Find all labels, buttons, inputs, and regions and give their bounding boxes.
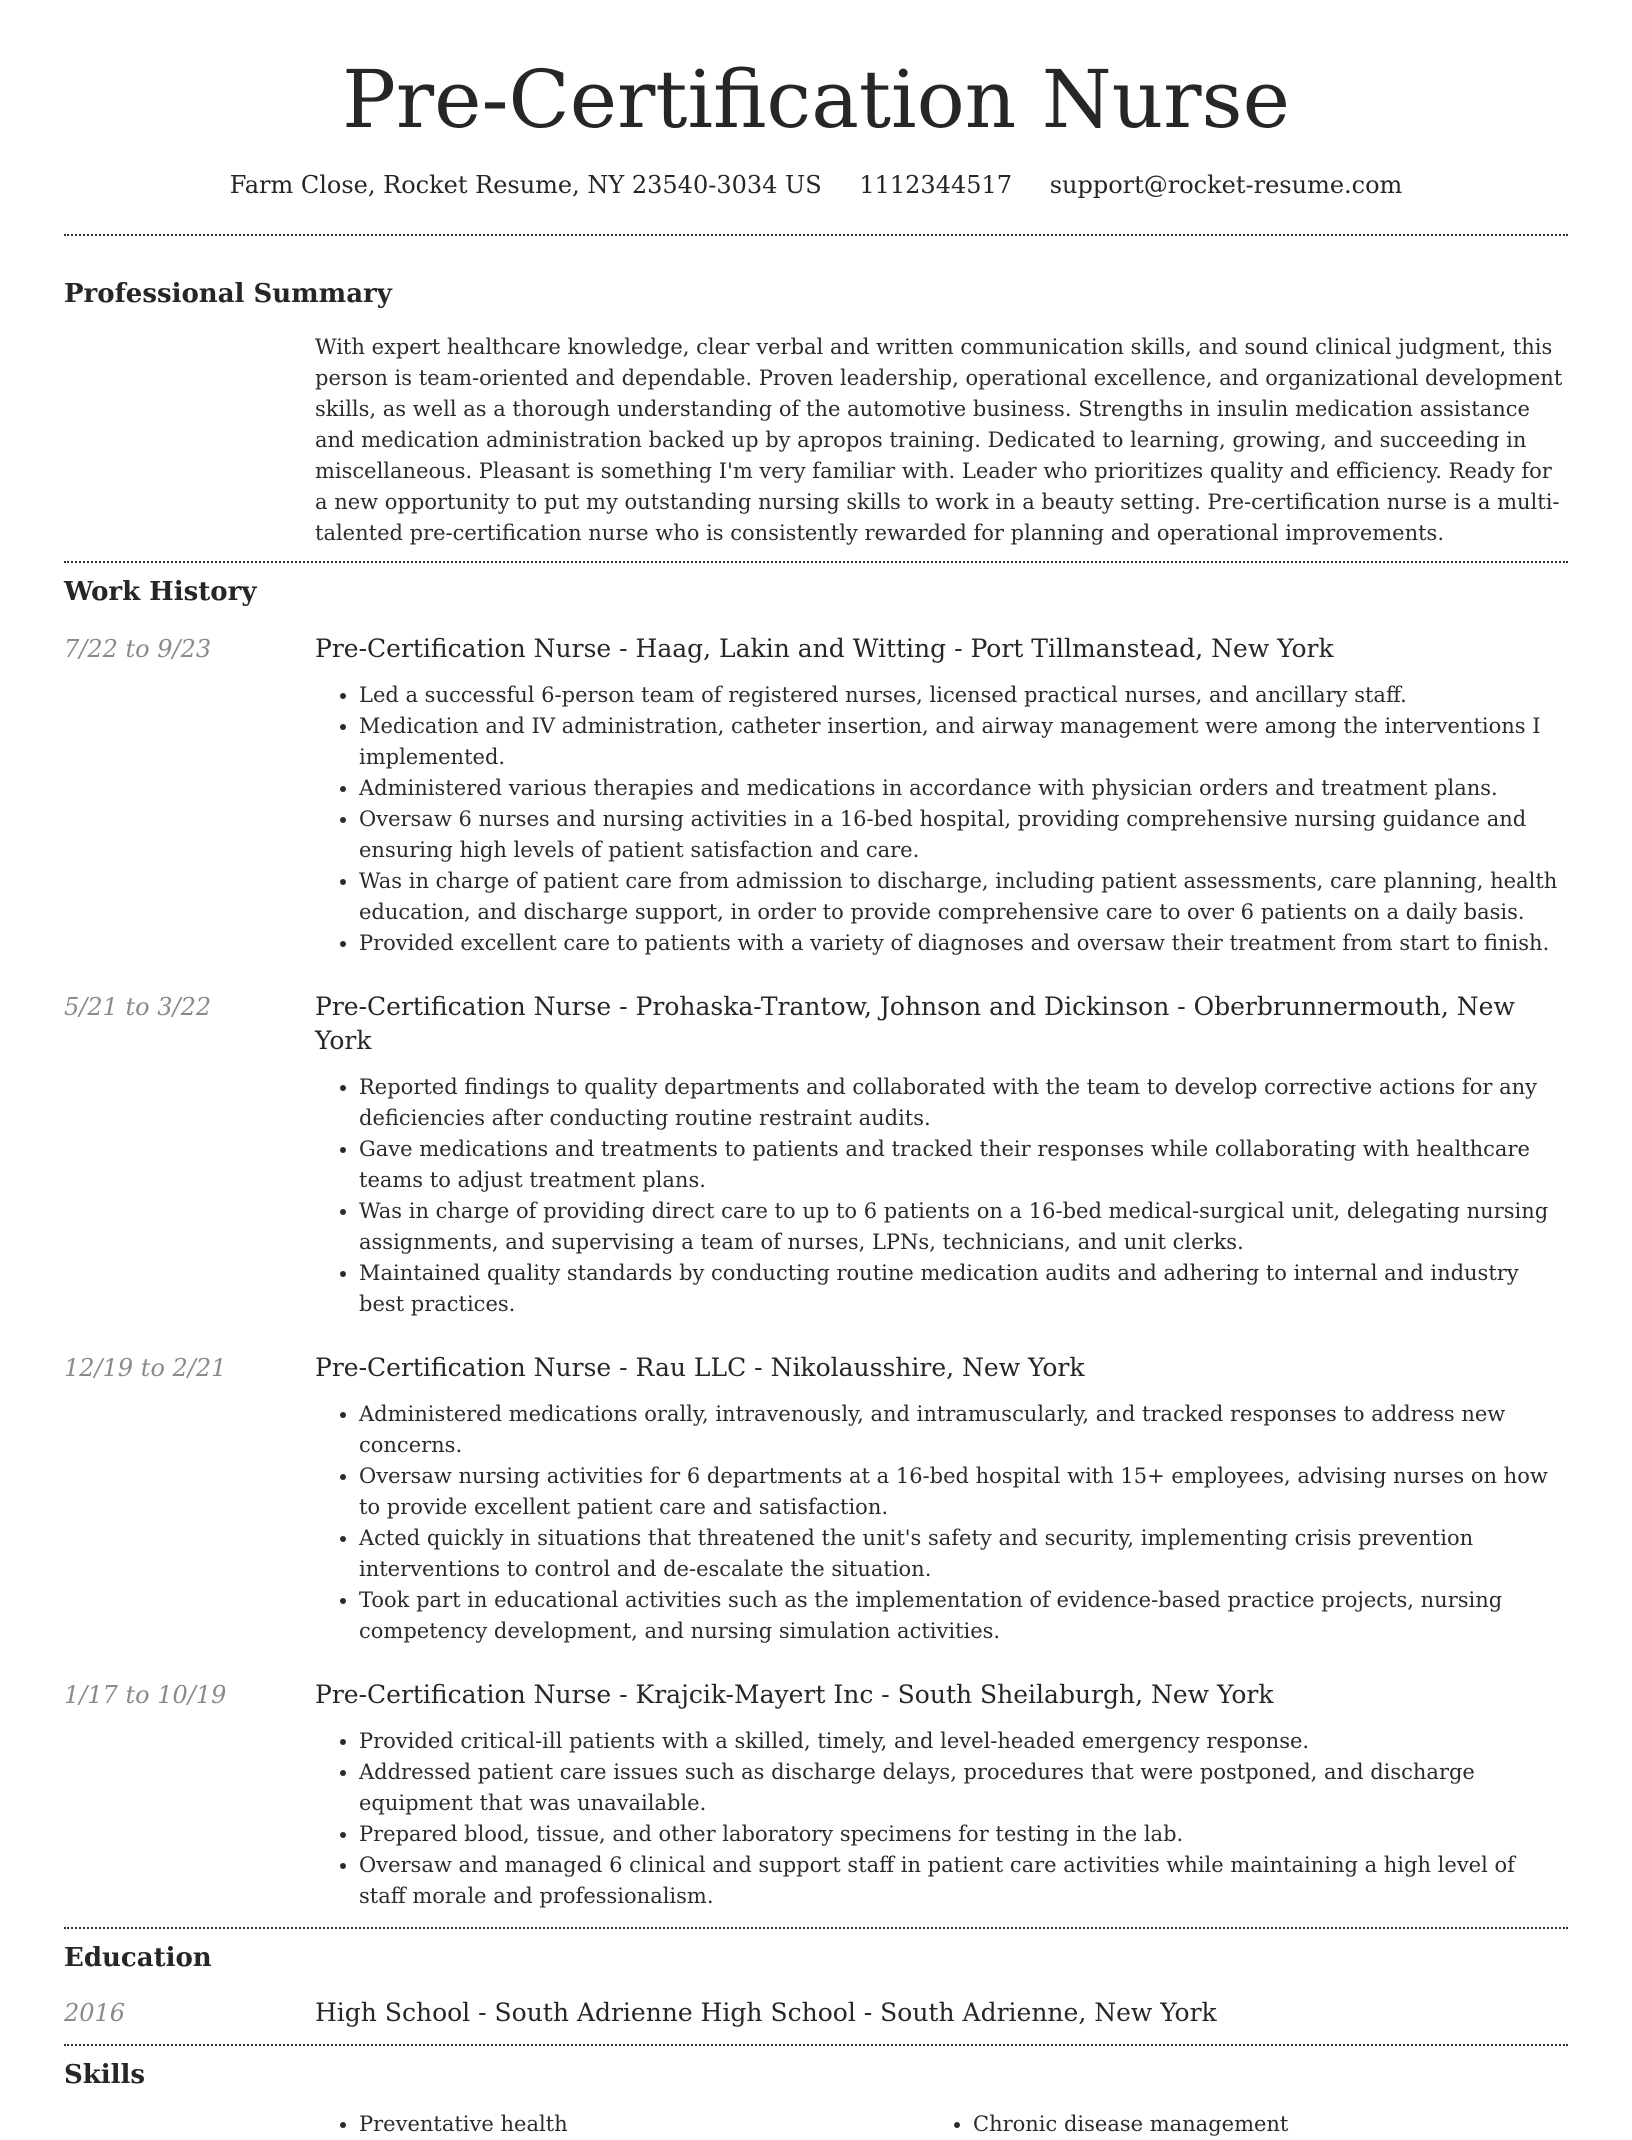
job-bullet: • Maintained quality standards by conducting routine medication audits and adhering to internal and industry best practices.: [359, 1258, 1568, 1320]
skill-item: • Preventative health: [359, 2109, 929, 2140]
section-title-skills: Skills: [64, 2060, 146, 2090]
job-entry: [64, 1678, 1568, 1912]
job-bullet: • Was in charge of providing direct care to up to 6 patients on a 16-bed medical-surgical unit, delegating nursing assignments, and supervising a team of nurses, LPNs, technicians, and unit clerks.: [359, 1196, 1568, 1258]
job-bullet: • Led a successful 6-person team of registered nurses, licensed practical nurses, and ancillary staff.: [359, 680, 1568, 711]
job-dates: 7/22 to 9/23: [64, 635, 212, 663]
job-title: Pre-Certification Nurse - Prohaska-Trantow, Johnson and Dickinson - Oberbrunnermouth, New York: [315, 992, 1515, 1055]
section-title-work-history: Work History: [64, 577, 257, 607]
job-entry: [64, 990, 1568, 1320]
section-title-summary: Professional Summary: [64, 279, 392, 309]
job-bullet: • Administered medications orally, intravenously, and intramuscularly, and tracked responses to address new concerns.: [359, 1399, 1568, 1461]
job-entry: [64, 632, 1568, 959]
job-body: [315, 1351, 1568, 1647]
job-bullet: • Acted quickly in situations that threatened the unit's safety and security, implementing crisis prevention interventions to control and de-escalate the situation.: [359, 1523, 1568, 1585]
summary-text: With expert healthcare knowledge, clear verbal and written communication skills, and sound clinical judgment, this person is team-oriented and dependable. Proven leadership, operational excellence, and organizational development skills, as well as a thorough understanding of the automotive business. Strengths in insulin medication assistance and medication administration backed up by apropos training. Dedicated to learning, growing, and succeeding in miscellaneous. Pleasant is something I'm very familiar with. Leader who prioritizes quality and efficiency. Ready for a new opportunity to put my outstanding nursing skills to work in a beauty setting. Pre-certification nurse is a multi-talented pre-certification nurse who is consistently rewarded for planning and operational improvements.: [315, 335, 1563, 545]
job-bullet: • Prepared blood, tissue, and other laboratory specimens for testing in the lab.: [359, 1819, 1568, 1850]
section-title-education: Education: [64, 1943, 212, 1973]
contact-email: support@rocket-resume.com: [1049, 171, 1403, 199]
job-title: Pre-Certification Nurse - Krajcik-Mayert Inc - South Sheilaburgh, New York: [315, 1680, 1274, 1709]
candidate-name: Pre-Certification Nurse: [342, 53, 1290, 146]
contact-line: [64, 168, 1568, 202]
job-bullets: [315, 1072, 1568, 1320]
education-title: High School - South Adrienne High School - South Adrienne, New York: [315, 1998, 1217, 2027]
education-year: 2016: [64, 1999, 126, 2027]
divider: [64, 2044, 1568, 2046]
job-body: [315, 1678, 1568, 1912]
job-bullet: • Administered various therapies and medications in accordance with physician orders and treatment plans.: [359, 773, 1568, 804]
job-bullet: • Oversaw and managed 6 clinical and support staff in patient care activities while maintaining a high level of staff morale and professionalism.: [359, 1850, 1568, 1912]
job-entry: [64, 1351, 1568, 1647]
skill-item: • Chronic disease management: [973, 2109, 1543, 2140]
job-body: [315, 990, 1568, 1320]
job-dates: 1/17 to 10/19: [64, 1681, 227, 1709]
job-bullet: • Oversaw 6 nurses and nursing activities in a 16-bed hospital, providing comprehensive nursing guidance and ensuring high levels of patient satisfaction and care.: [359, 804, 1568, 866]
job-bullet: • Addressed patient care issues such as discharge delays, procedures that were postponed, and discharge equipment that was unavailable.: [359, 1757, 1568, 1819]
divider: [64, 234, 1568, 236]
job-bullet: • Gave medications and treatments to patients and tracked their responses while collaborating with healthcare teams to adjust treatment plans.: [359, 1134, 1568, 1196]
job-bullets: [315, 1399, 1568, 1647]
skills-column-left: [315, 2109, 929, 2140]
job-bullet: • Oversaw nursing activities for 6 departments at a 16-bed hospital with 15+ employees, advising nurses on how to provide excellent patient care and satisfaction.: [359, 1461, 1568, 1523]
job-bullets: [315, 680, 1568, 959]
contact-address: Farm Close, Rocket Resume, NY 23540-3034 US: [229, 171, 822, 199]
job-body: [315, 632, 1568, 959]
education-entry: [64, 1996, 1568, 2030]
job-bullet: • Medication and IV administration, catheter insertion, and airway management were among the interventions I implemented.: [359, 711, 1568, 773]
job-title: Pre-Certification Nurse - Rau LLC - Nikolausshire, New York: [315, 1353, 1085, 1382]
job-dates: 5/21 to 3/22: [64, 993, 212, 1021]
education-body: [315, 1996, 1568, 2030]
job-bullet: • Provided excellent care to patients with a variety of diagnoses and oversaw their treatment from start to finish.: [359, 928, 1568, 959]
contact-phone: 1112344517: [859, 171, 1013, 199]
skills-list: [315, 2109, 1568, 2140]
job-bullet: • Provided critical-ill patients with a skilled, timely, and level-headed emergency response.: [359, 1726, 1568, 1757]
resume-page: [64, 0, 1568, 2140]
job-dates: 12/19 to 2/21: [64, 1354, 227, 1382]
skills-column-right: [929, 2109, 1543, 2140]
job-bullet: • Was in charge of patient care from admission to discharge, including patient assessments, care planning, health education, and discharge support, in order to provide comprehensive care to over 6 patients on a daily basis.: [359, 866, 1568, 928]
job-bullet: • Reported findings to quality departments and collaborated with the team to develop corrective actions for any deficiencies after conducting routine restraint audits.: [359, 1072, 1568, 1134]
divider: [64, 561, 1568, 563]
job-title: Pre-Certification Nurse - Haag, Lakin and Witting - Port Tillmanstead, New York: [315, 634, 1334, 663]
job-bullets: [315, 1726, 1568, 1912]
divider: [64, 1927, 1568, 1929]
job-bullet: • Took part in educational activities such as the implementation of evidence-based practice projects, nursing competency development, and nursing simulation activities.: [359, 1585, 1568, 1647]
